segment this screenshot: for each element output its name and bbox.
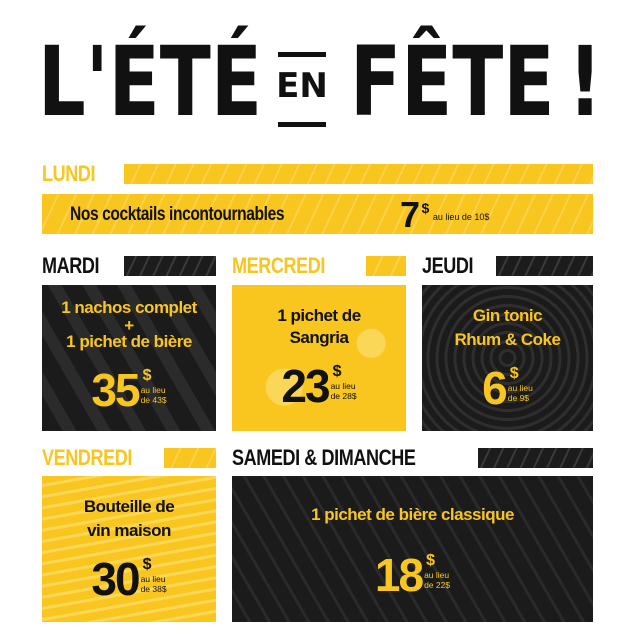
- mercredi-regular-l1: au lieu: [330, 381, 356, 391]
- weekend-price: [232, 549, 593, 601]
- mardi-offer-line2: 1 pichet de bière: [66, 332, 192, 351]
- jeudi-panel: [422, 285, 593, 431]
- mardi-price-currency: $: [142, 367, 152, 384]
- mercredi-offer-line1: 1 pichet de: [277, 306, 361, 325]
- poster-title: [38, 26, 603, 138]
- mercredi-price-value: 23: [281, 360, 329, 412]
- mardi-price-value: 35: [91, 364, 139, 416]
- vendredi-regular-l2: de 38$: [140, 584, 167, 594]
- title-exclamation: !: [568, 26, 603, 138]
- title-part1: L'ÉTÉ: [38, 26, 263, 138]
- day-label-lundi: LUNDI: [42, 161, 96, 186]
- title-en: EN: [276, 66, 328, 106]
- lundi-price: [400, 196, 489, 234]
- weekend-offer: 1 pichet de bière classique: [311, 505, 514, 524]
- vendredi-header-bar: [164, 448, 216, 468]
- mardi-regular-l1: au lieu: [140, 385, 166, 395]
- vendredi-price-currency: $: [142, 556, 152, 573]
- en-top-bar: [278, 52, 326, 57]
- vendredi-regular-l1: au lieu: [140, 574, 166, 584]
- jeudi-header-bar: [496, 256, 593, 276]
- lundi-price-currency: $: [421, 200, 429, 216]
- lundi-regular-price: au lieu de 10$: [432, 212, 490, 222]
- title-part2: FÊTE: [350, 26, 555, 138]
- jeudi-price-currency: $: [509, 365, 519, 382]
- mercredi-header-bar: [366, 256, 406, 276]
- weekend-price-currency: $: [426, 552, 435, 569]
- vendredi-offer-line1: Bouteille de: [83, 497, 175, 516]
- weekend-regular-l1: au lieu: [424, 570, 450, 580]
- vendredi-price: [42, 553, 216, 605]
- mardi-regular-l2: de 43$: [140, 395, 167, 405]
- jeudi-offer-line2: Rhum & Coke: [454, 330, 561, 349]
- mercredi-offer-line2: Sangria: [289, 328, 349, 347]
- vendredi-price-value: 30: [91, 553, 139, 605]
- mardi-offer-line1: 1 nachos complet: [61, 298, 197, 317]
- lundi-header-bar: [124, 164, 593, 184]
- mercredi-price-currency: $: [332, 363, 342, 380]
- jeudi-offer-line1: Gin tonic: [472, 306, 543, 325]
- mardi-price: [42, 364, 216, 416]
- mardi-plus: +: [124, 316, 134, 335]
- weekend-header-bar: [478, 448, 593, 468]
- jeudi-price-value: 6: [482, 362, 506, 414]
- title-en-block: [274, 52, 330, 132]
- jeudi-regular-l1: au lieu: [507, 383, 533, 393]
- jeudi-price: [422, 362, 593, 414]
- weekend-panel: [232, 476, 593, 622]
- weekend-price-value: 18: [374, 549, 423, 601]
- en-bottom-bar: [278, 122, 326, 127]
- jeudi-regular-l2: de 9$: [507, 393, 530, 403]
- day-label-mardi: MARDI: [42, 253, 100, 278]
- vendredi-panel: [42, 476, 216, 622]
- day-label-mercredi: MERCREDI: [232, 253, 325, 278]
- lundi-offer-text: Nos cocktails incontournables: [70, 204, 285, 225]
- mercredi-panel: [232, 285, 406, 431]
- day-label-vendredi: VENDREDI: [42, 445, 132, 470]
- mercredi-regular-l2: de 28$: [330, 391, 357, 401]
- day-label-jeudi: JEUDI: [422, 253, 474, 278]
- vendredi-offer-line2: vin maison: [87, 521, 171, 540]
- mardi-header-bar: [124, 256, 216, 276]
- mardi-panel: [42, 285, 216, 431]
- weekend-regular-l2: de 22$: [424, 580, 451, 590]
- mercredi-price: [232, 360, 406, 412]
- lundi-price-value: 7: [400, 194, 420, 235]
- day-label-weekend: SAMEDI & DIMANCHE: [232, 445, 416, 470]
